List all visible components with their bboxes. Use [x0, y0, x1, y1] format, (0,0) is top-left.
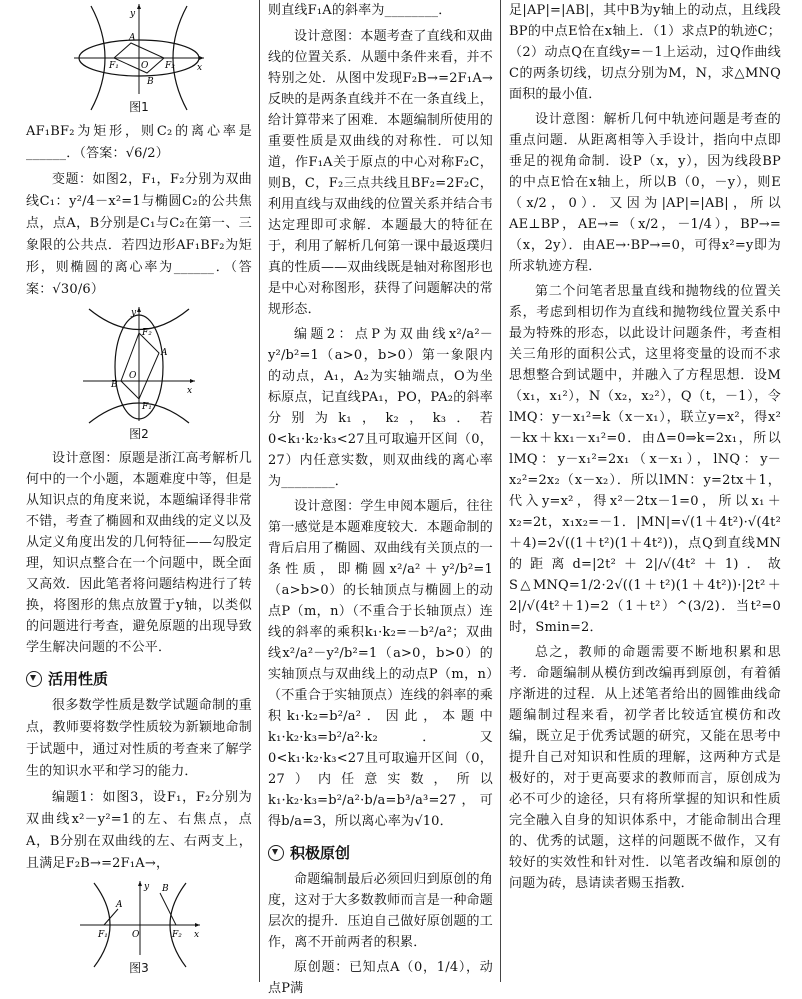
fig2-label-x: x	[187, 386, 193, 396]
fig1-label-b: B	[147, 77, 154, 87]
section-title: 活用性质	[48, 670, 109, 688]
fig2-label-a: A	[161, 348, 168, 358]
fig1-label-o: O	[141, 61, 149, 71]
fig1-label-f1: F₁	[109, 61, 119, 71]
download-circle-icon	[268, 845, 284, 861]
section-heading-original-creation	[268, 842, 493, 863]
paragraph: 变题：如图2，F₁，F₂分别为双曲线C₁：y²/4－x²=1与椭圆C₂的公共焦点，点A，B分别是C₁与C₂在第一、三象限的公共点．若四边形AF₁BF₂为矩形，则椭圆的离心率为______．（答案：√30/6）	[26, 172, 252, 297]
paragraph: 足|AP|=|AB|，其中B为y轴上的动点，且线段BP的中点E恰在x轴上．（1）求点P的轨迹C；（2）动点Q在直线y=－1上运动，过Q作曲线C的两条切线，切点分别为M，N，求△MNQ面积的最小值．	[509, 3, 781, 102]
paragraph: 编题1：如图3，设F₁，F₂分别为双曲线x²－y²=1的左、右焦点，点A，B分别在双曲线的左、右两支上，且满足F₂B→=2F₁A→，	[26, 790, 252, 871]
paragraph: 设计意图：原题是浙江高考解析几何中的一个小题，本题难度中等，但是从知识点的角度来说，本题编译得非常不错，考查了椭圆和双曲线的定义以及从定义角度出发的几何特征——勾股定理，知识点整合在一个问题中，既全面又高效．因此笔者将问题结构进行了转换，将图形的焦点放置于y轴，以类似的问题进行考查，避免原题的出现导致学生解决问题的不公平．	[26, 451, 252, 655]
column-left	[26, 0, 252, 982]
paragraph: 则直线F₁A的斜率为________．	[268, 3, 452, 18]
paragraph: 编题2：点P为双曲线x²/a²－y²/b²=1（a>0，b>0）第一象限内的动点，A₁，A₂为实轴端点，O为坐标原点，记直线PA₁，PO，PA₂的斜率分别为k₁，k₂，k₃．若0<k₁·k₂·k₃<27且可取遍开区间（0，27）内任意实数，则双曲线的离心率为________．	[268, 327, 493, 489]
fig2-label-o: O	[129, 371, 137, 381]
figure-3	[74, 879, 204, 957]
fig3-label-o: O	[132, 930, 140, 940]
paragraph: 很多数学性质是数学试题命制的重点，教师要将数学性质较为新颖地命制于试题中，通过对性质的考查来了解学生的知识水平和学习的能力．	[26, 698, 252, 779]
figure-1	[69, 0, 209, 96]
fig1-label-f2: F₂	[165, 61, 175, 71]
figure-3-caption: 图3	[129, 961, 149, 975]
paragraph: AF₁BF₂为矩形，则C₂的离心率是______．（答案：√6/2）	[26, 124, 252, 161]
figure-2	[79, 305, 199, 423]
fig3-label-b: B	[162, 884, 169, 894]
fig2-label-f1: F₁	[142, 402, 152, 412]
fig1-label-a: A	[129, 33, 136, 43]
figure-1-caption: 图1	[129, 100, 149, 114]
column-right	[509, 0, 781, 982]
fig3-label-a: A	[116, 900, 123, 910]
paragraph: 总之，教师的命题需要不断地积累和思考．命题编制从模仿到改编再到原创，有着循序渐进的过程．从上述笔者给出的圆锥曲线命题编制过程来看，初学者比较适宜模仿和改编，既立足于优秀试题的研究，又能在思考中提升自己对知识和性质的理解，这两种方式是极好的，对于更高要求的教师而言，原创成为必不可少的途径，只有将所掌握的知识和性质完全融入自身的知识体系中，才能命制出合理的、优秀的试题，这样的问题既不做作，又有较好的实效性和针对性．以笔者改编和原创的问题为砖，恳请读者赐玉指教．	[509, 645, 781, 891]
fig3-label-f2: F₂	[172, 930, 182, 940]
section-heading-apply-properties	[26, 668, 252, 689]
paragraph: 设计意图：本题考查了直线和双曲线的位置关系．从题中条件来看，并不特别之处．从图中发现F₂B→=2F₁A→反映的是两条直线并不在一条直线上，给计算带来了困难．本题编制所使用的重要性质是双曲线的对称性．可以知道，作F₁A关于原点的中心对称F₂C，则B，C，F₂三点共线且BF₂=2F₂C，利用直线与双曲线的位置关系并结合韦达定理即可求解．本题最大的特征在于，利用了解析几何第一课中最返璞归真的性质——双曲线既是轴对称图形也是中心对称图形，获得了问题解决的常规形态．	[268, 29, 493, 317]
fig1-label-x: x	[197, 63, 203, 73]
paragraph: 设计意图：解析几何中轨迹问题是考查的重点问题．从距离相等入手设计，指向中点即垂足的视角命制．设P（x，y），因为线段BP的中点E恰在x轴上，所以B（0，－y），则E（x/2，0）．又因为|AP|=|AB|，所以AE⊥BP，AE→=（x/2，－1/4），BP→=（x，2y）．由AE→·BP→=0，可得x²=y即为所求轨迹方程．	[509, 112, 781, 274]
figure-2-caption: 图2	[129, 427, 149, 441]
column-divider	[259, 0, 260, 982]
fig2-label-y-axis: y	[131, 308, 137, 318]
fig2-label-f2: F₂	[142, 328, 152, 338]
fig3-label-y: y	[144, 882, 150, 892]
fig3-label-f1: F₁	[98, 930, 108, 940]
fig2-label-b: B	[111, 380, 118, 390]
paragraph: 第二个问笔者思量直线和抛物线的位置关系，考虑到相切作为直线和抛物线位置关系中最为特殊的形态，以此设计问题条件，考查相关三角形的面积公式，这里将变量的设而不求思想整合到试题中，并融入了方程思想．设M（x₁，x₁²），N（x₂，x₂²），Q（t，－1），令lMQ：y－x₁²=k（x－x₁），联立y=x²，得x²－kx＋kx₁－x₁²=0．由Δ=0⇒k=2x₁，所以lMQ：y－x₁²=2x₁（x－x₁），lNQ：y－x₂²=2x₂（x－x₂）．所以lMN：y=2tx＋1，代入y=x²，得x²－2tx－1=0，所以x₁＋x₂=2t，x₁x₂=－1．|MN|=√(1＋4t²)·√(4t²＋4)=2√((1＋t²)(1＋4t²))，点Q到直线MN的距离d=|2t²＋2|/√(4t²＋1)．故S△MNQ=1/2·2√((1＋t²)(1＋4t²))·|2t²＋2|/√(4t²＋1)=2（1＋t²）^(3/2)．当t²=0时，Smin=2．	[509, 284, 781, 635]
column-divider	[500, 0, 501, 982]
fig1-label-y: y	[130, 9, 136, 19]
download-circle-icon	[26, 671, 42, 687]
fig3-label-x: x	[194, 930, 200, 940]
paragraph: 命题编制最后必须回归到原创的角度，这对于大多数教师而言是一种命题层次的提升．压迫自己做好原创题的工作，离不开前两者的积累．	[268, 872, 493, 950]
section-title: 积极原创	[290, 844, 351, 862]
paragraph: 原创题：已知点A（0，1/4），动点P满	[268, 960, 493, 996]
column-middle	[268, 0, 493, 996]
paragraph: 设计意图：学生申阅本题后，往往第一感觉是本题难度较大．本题命制的背后启用了椭圆、双曲线有关顶点的一条性质，即椭圆x²/a²＋y²/b²=1（a>b>0）的长轴顶点与椭圆上的动点P（m，n）（不重合于长轴顶点）连线的斜率的乘积k₁·k₂=－b²/a²；双曲线x²/a²－y²/b²=1（a>0，b>0）的实轴顶点与双曲线上的动点P（m，n）（不重合于实轴顶点）连线的斜率的乘积k₁·k₂=b²/a²．因此，本题中k₁·k₂·k₃=b²/a²·k₂．又0<k₁·k₂·k₃<27且可取遍开区间（0，27）内任意实数，所以k₁·k₂·k₃=b²/a²·b/a=b³/a³=27，可得b/a=3，所以离心率为√10．	[268, 499, 493, 829]
